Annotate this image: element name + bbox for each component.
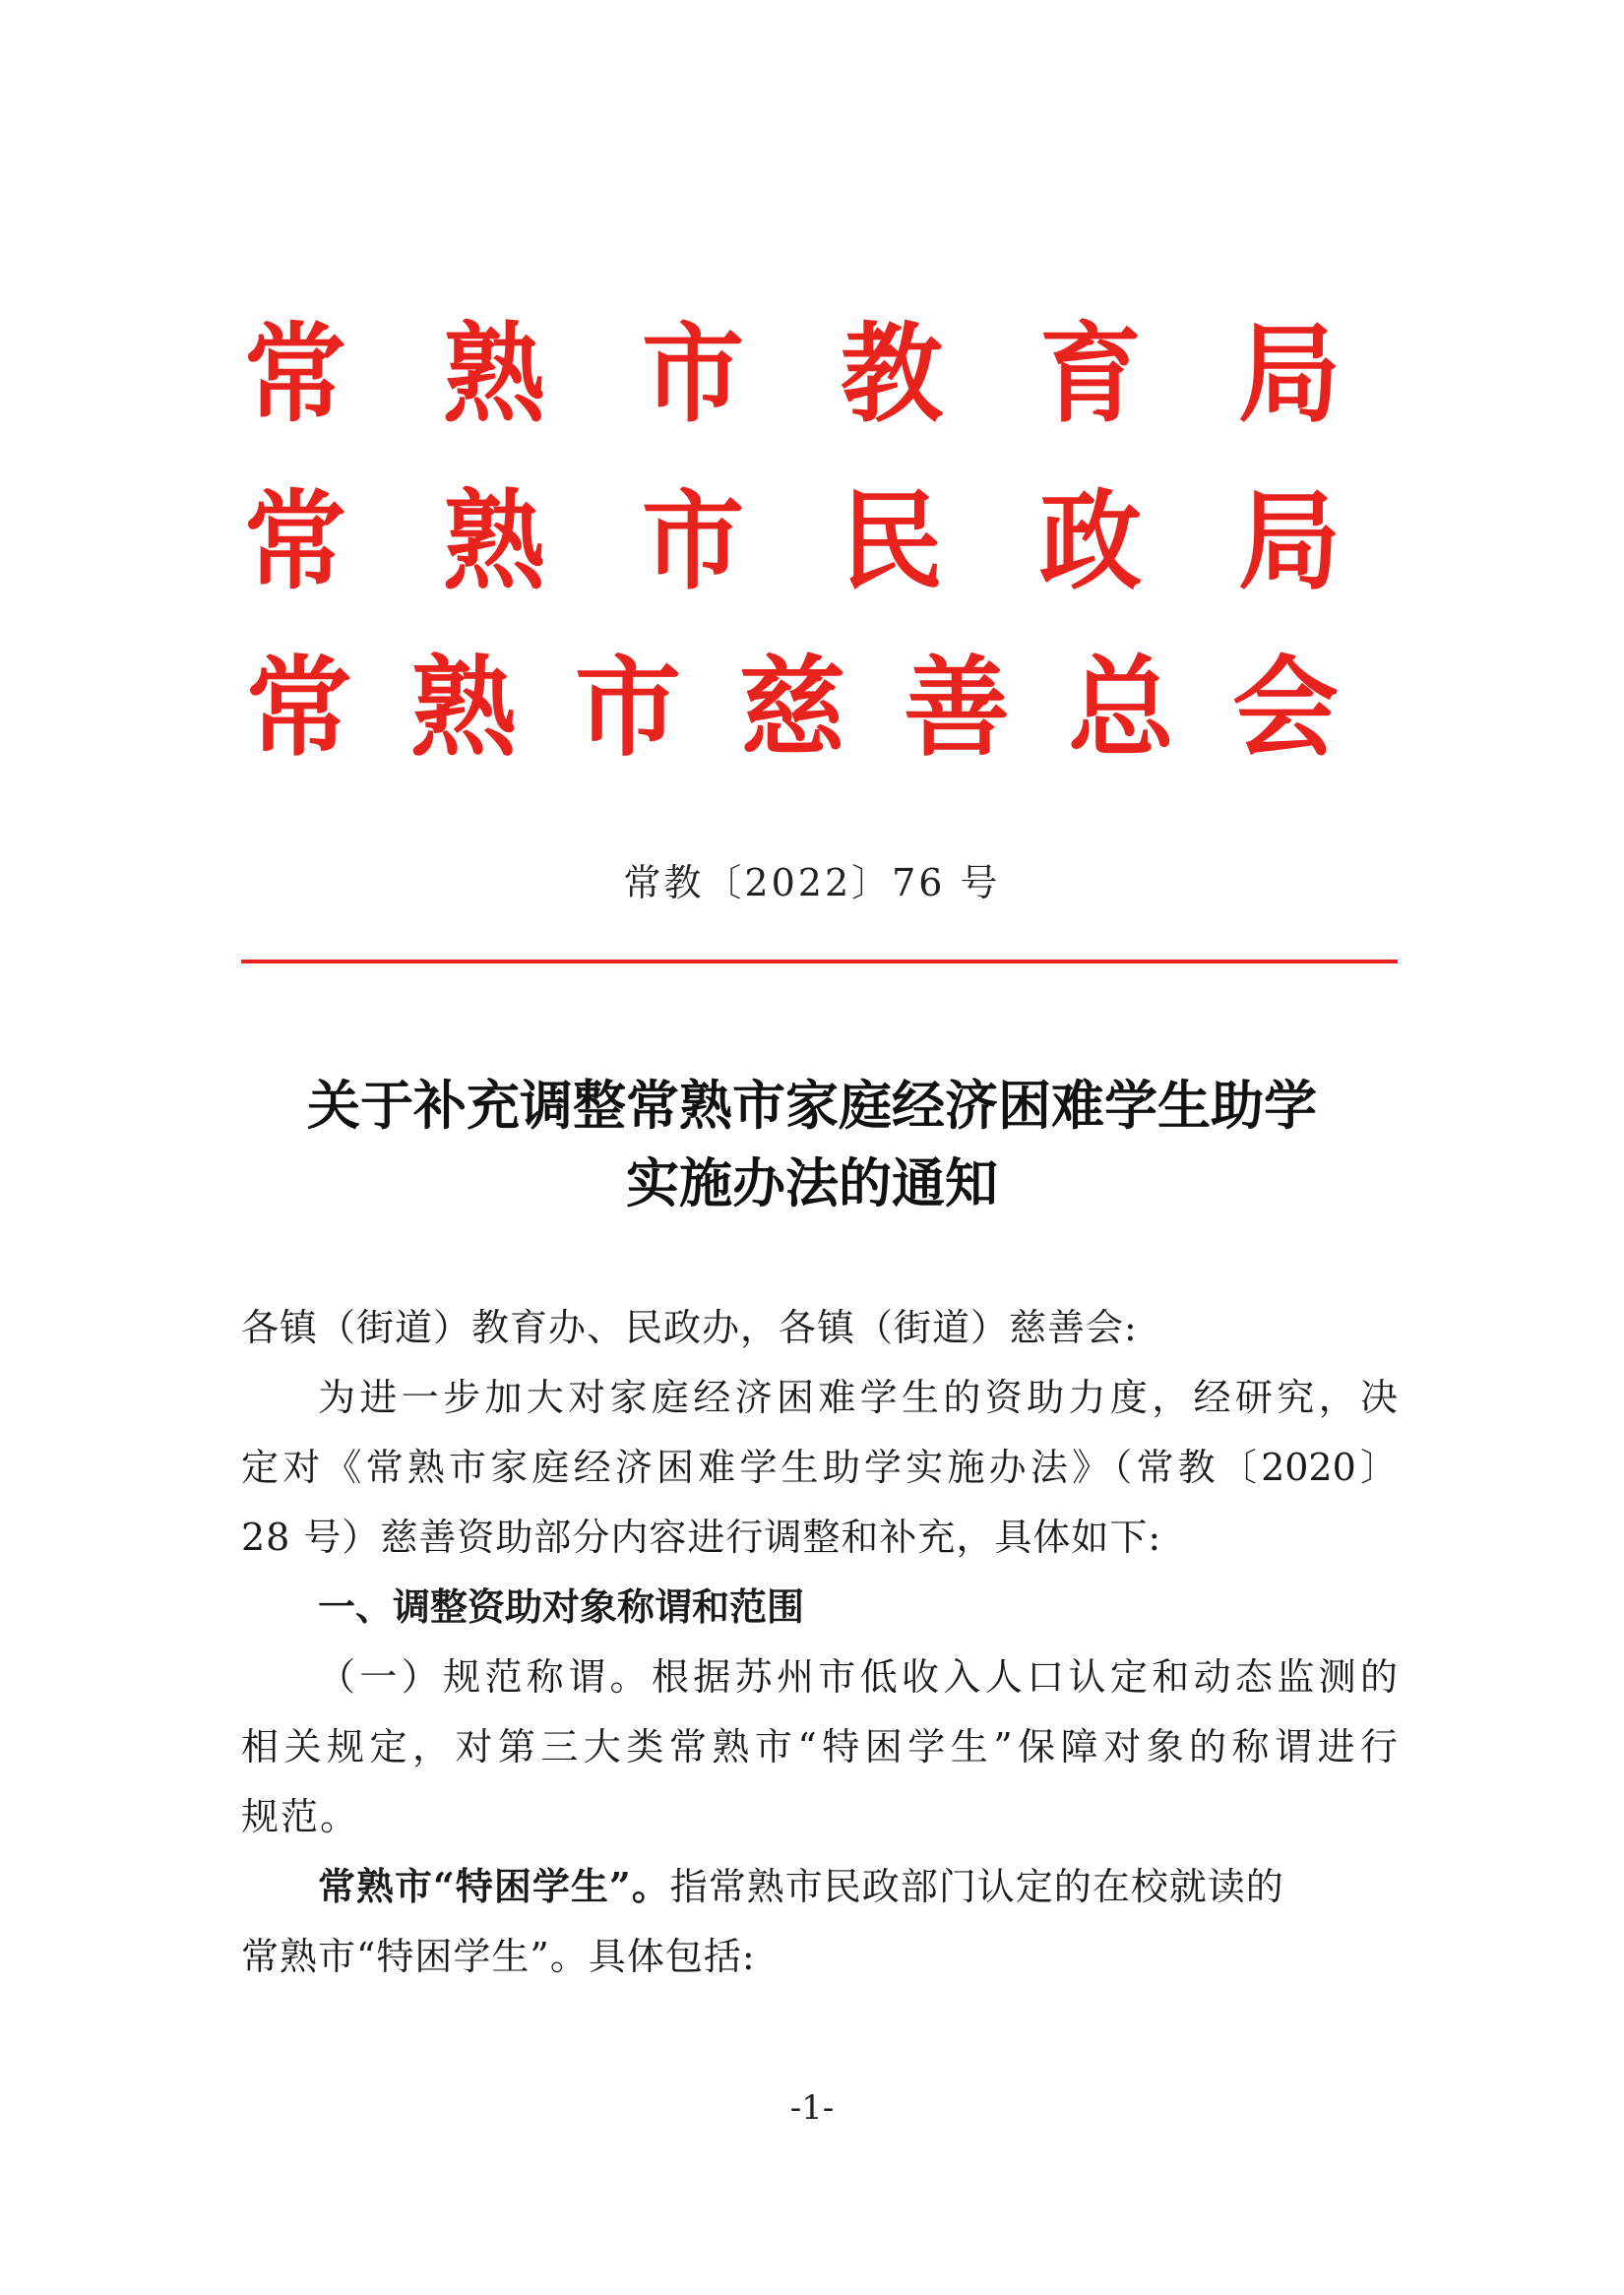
masthead-char: 局 — [1237, 309, 1341, 438]
page-number: -1- — [789, 2088, 835, 2128]
masthead-char: 慈 — [738, 645, 845, 773]
document-number: 常教〔2022〕76 号 — [623, 861, 1001, 904]
paragraph-1-line-3: 28 号）慈善资助部分内容进行调整和补充，具体如下: — [241, 1516, 1162, 1559]
document-title-line-2: 实施办法的通知 — [626, 1151, 998, 1214]
masthead-char: 善 — [903, 645, 1010, 773]
special-hardship-term: 常熟市“特困学生”。 — [318, 1864, 670, 1908]
salutation: 各镇（街道）教育办、民政办，各镇（街道）慈善会: — [241, 1306, 1138, 1349]
masthead-char: 常 — [245, 645, 352, 773]
paragraph-1-line-1: 为进一步加大对家庭经济困难学生的资助力度，经研究，决 — [318, 1376, 1398, 1419]
masthead-education-bureau — [241, 309, 1343, 438]
masthead-char: 常 — [243, 476, 346, 605]
masthead-char: 育 — [1038, 309, 1142, 438]
masthead-char: 民 — [840, 476, 943, 605]
masthead-char: 政 — [1038, 476, 1142, 605]
red-divider-line — [241, 960, 1398, 963]
paragraph-3-text: 指常熟市民政部门认定的在校就读的 — [669, 1865, 1284, 1908]
masthead-char: 熟 — [409, 645, 517, 773]
masthead-char: 市 — [641, 309, 744, 438]
section-heading-1: 一、调整资助对象称谓和范围 — [318, 1585, 805, 1629]
masthead-charity-federation — [241, 645, 1343, 773]
masthead-char: 市 — [641, 476, 744, 605]
masthead-char: 熟 — [442, 309, 545, 438]
masthead-char: 熟 — [442, 476, 545, 605]
masthead-char: 市 — [574, 645, 681, 773]
masthead-char: 教 — [840, 309, 943, 438]
masthead-char: 常 — [243, 309, 346, 438]
paragraph-1-line-2: 定对《常熟市家庭经济困难学生助学实施办法》（常教〔2020〕 — [241, 1446, 1398, 1489]
paragraph-3-line-2: 常熟市“特困学生”。具体包括: — [241, 1935, 756, 1978]
paragraph-3-line-1 — [241, 1864, 1398, 1908]
masthead-civil-affairs-bureau — [241, 476, 1343, 605]
paragraph-2-line-3: 规范。 — [241, 1795, 360, 1838]
document-title-line-1: 关于补充调整常熟市家庭经济困难学生助学 — [307, 1074, 1317, 1137]
masthead-char: 局 — [1237, 476, 1341, 605]
paragraph-2-line-1: （一）规范称谓。根据苏州市低收入人口认定和动态监测的 — [318, 1655, 1398, 1699]
paragraph-2-line-2: 相关规定，对第三大类常熟市“特困学生”保障对象的称谓进行 — [241, 1725, 1398, 1768]
masthead-char: 会 — [1231, 645, 1339, 773]
masthead-char: 总 — [1067, 645, 1174, 773]
